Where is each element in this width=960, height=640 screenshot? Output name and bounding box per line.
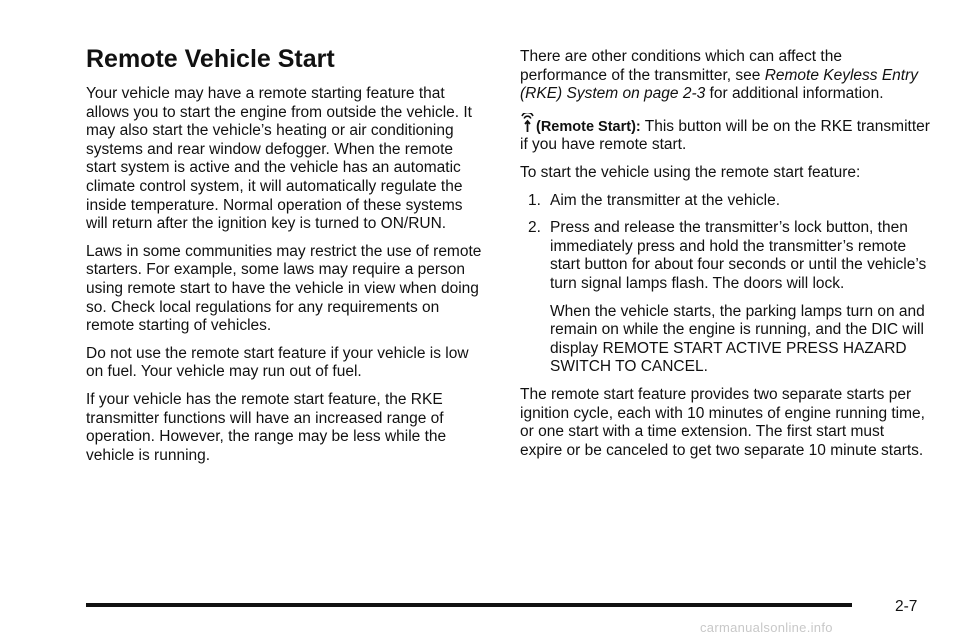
- step-note: When the vehicle starts, the parking lamps turn on and remain on while the engine is running, and the DIC will display REMOTE START ACTIVE PRESS HAZARD SWITCH TO CANCEL.: [550, 302, 925, 376]
- paragraph-range: If your vehicle has the remote start feature, the RKE transmitter functions will have an increased range of operation. However, the range may be less while the vehicle is running.: [86, 390, 447, 464]
- list-item: [520, 219, 930, 293]
- paragraph-closing: The remote start feature provides two separate starts per ignition cycle, each with 10 minutes of engine running time, or one start with a time extension. The first start must expire or be canceled to get two separate 10 minute starts.: [520, 385, 925, 459]
- footer-rule: [86, 603, 852, 607]
- list-item: [520, 192, 930, 211]
- steps-intro: To start the vehicle using the remote start feature:: [520, 163, 861, 181]
- right-column: [520, 48, 930, 469]
- step-text: Press and release the transmitter’s lock button, then immediately press and hold the transmitter’s remote start button for about four seconds or until the vehicle’s turn signal lamps flash. The doors will lock.: [550, 219, 927, 292]
- step-text: Aim the transmitter at the vehicle.: [550, 191, 781, 209]
- remote-start-label: (Remote Start):: [536, 118, 641, 135]
- paragraph-fuel-warning: Do not use the remote start feature if your vehicle is low on fuel. Your vehicle may run out of fuel.: [86, 344, 469, 381]
- left-column: [86, 44, 486, 474]
- remote-start-description: This button will be on the RKE transmitter if you have remote start.: [520, 117, 930, 154]
- paragraph-remote-start-button: [520, 113, 930, 155]
- page-title: Remote Vehicle Start: [86, 45, 335, 73]
- watermark-text: carmanualsonline.info: [700, 620, 833, 635]
- paragraph-intro: Your vehicle may have a remote starting feature that allows you to start the engine from outside the vehicle. It may also start the vehicle’s heating or air conditioning systems and rear window defogger. When the remote start system is active and the vehicle has an automatic climate control system, it will automatically regulate the inside temperature. Normal operation of these systems will return after the ignition key is turned to ON/RUN.: [86, 85, 472, 233]
- page-number: 2-7: [895, 598, 918, 615]
- paragraph-conditions: [520, 48, 930, 104]
- paragraph-laws: Laws in some communities may restrict the use of remote starters. For example, some laws may require a person using remote start to have the vehicle in view when doing so. Check local regulations for any requirements on remote starting of vehicles.: [86, 242, 482, 335]
- conditions-text: There are other conditions which can affect the performance of the transmitter, see: [520, 48, 842, 84]
- remote-start-icon: [520, 113, 535, 133]
- step-number: 2.: [528, 219, 541, 237]
- steps-list: [520, 192, 930, 294]
- step-number: 1.: [528, 191, 541, 209]
- rke-page-reference: Remote Keyless Entry (RKE) System on page 2-3: [520, 66, 919, 103]
- conditions-tail: for additional information.: [709, 85, 884, 103]
